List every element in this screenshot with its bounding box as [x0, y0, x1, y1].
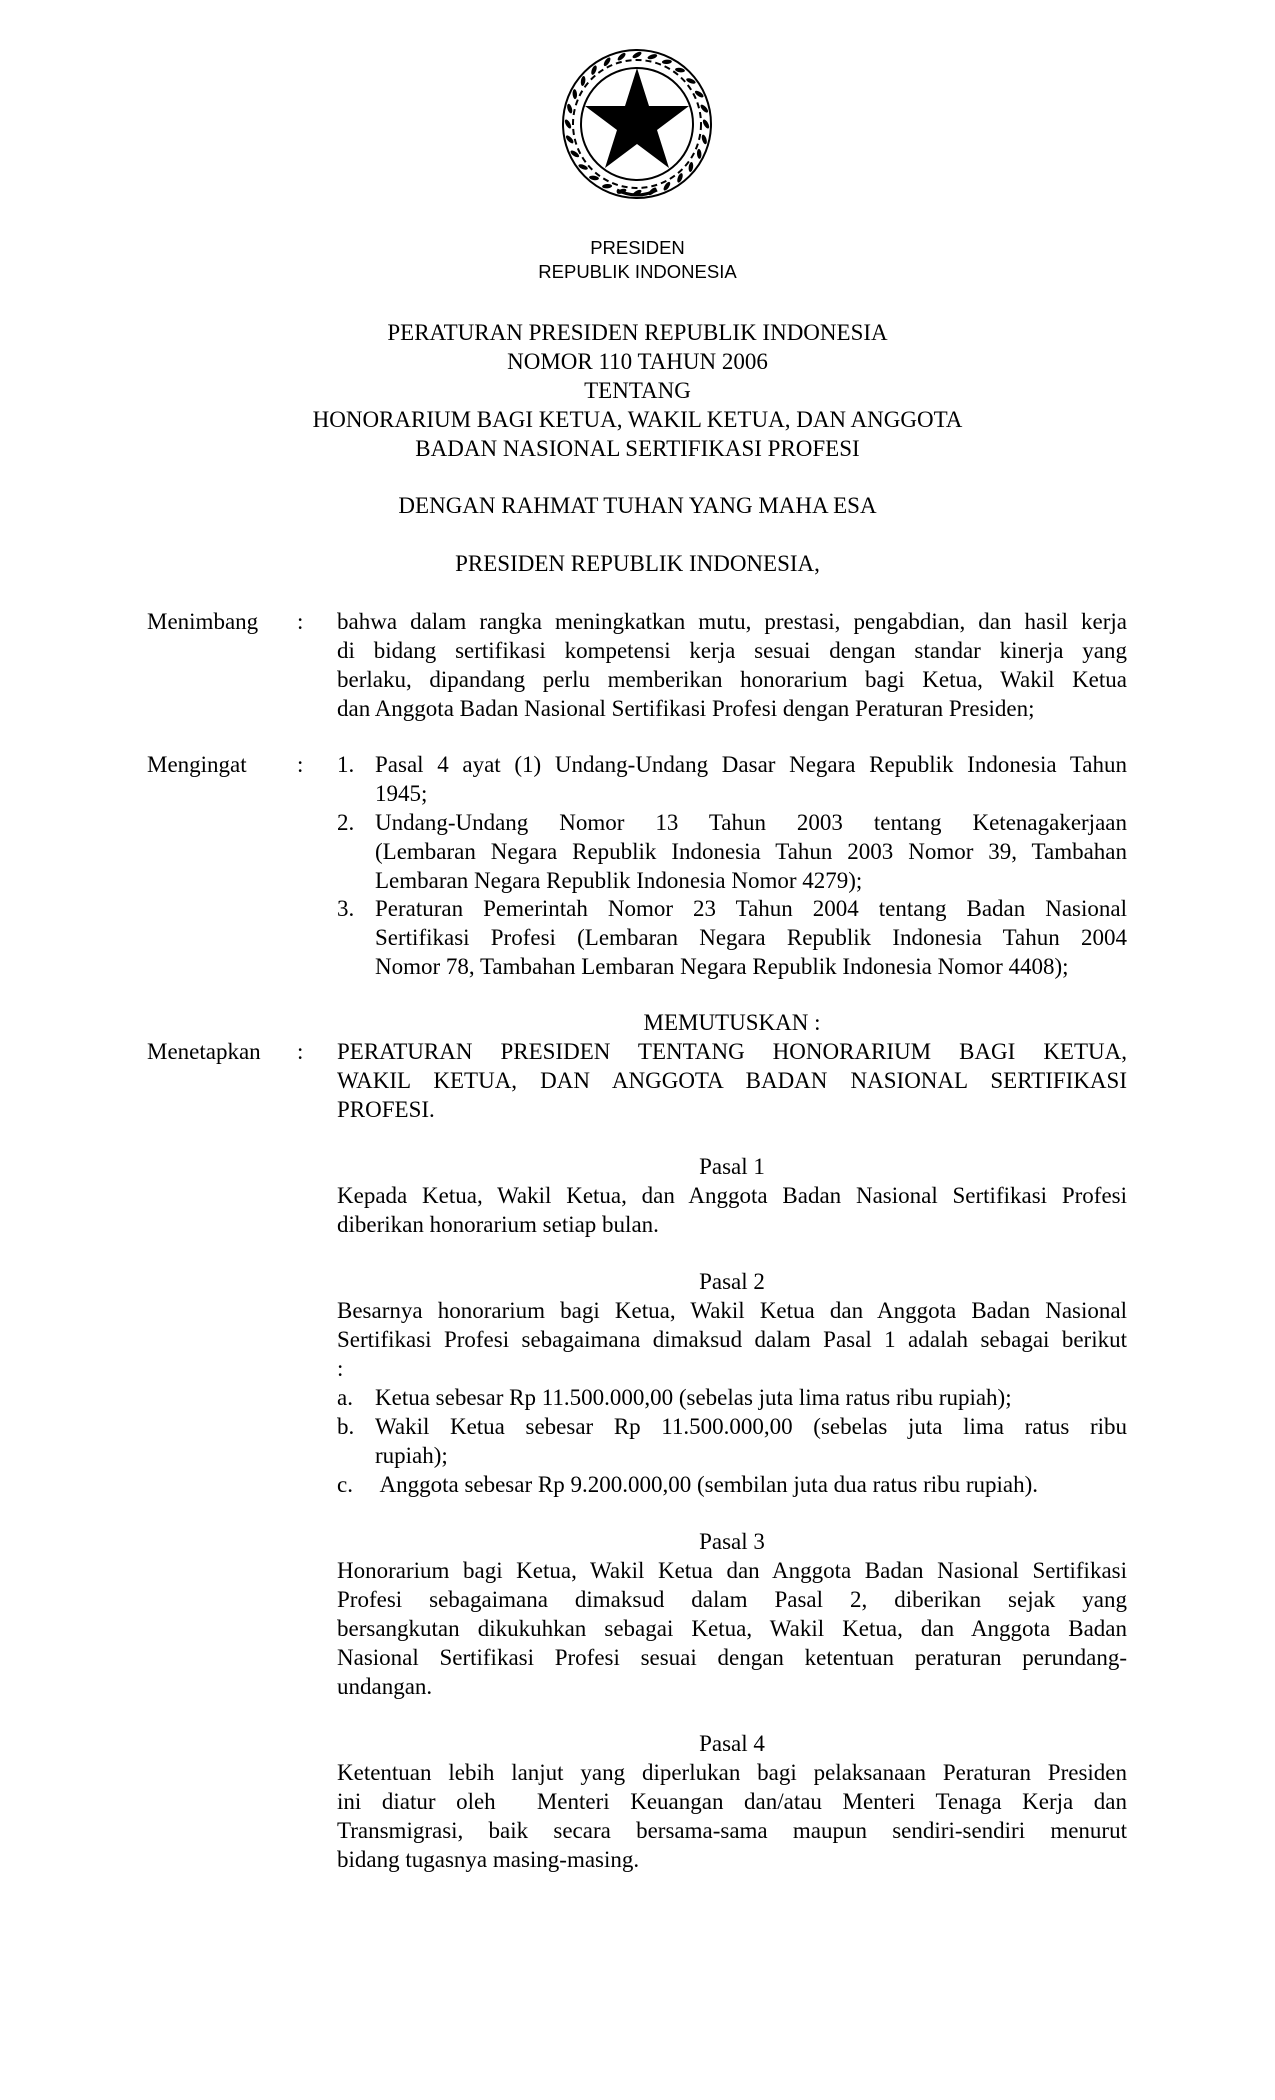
menimbang-line: di bidang sertifikasi kompetensi kerja sesuai dengan standar kinerja yang — [337, 638, 1127, 663]
pasal-2-item — [375, 1412, 1127, 1470]
pasal-3-heading: Pasal 3 — [699, 1529, 765, 1554]
pasal-2-text — [337, 1296, 1127, 1383]
pasal-4-line: Ketentuan lebih lanjut yang diperlukan bagi pelaksanaan Peraturan Presiden — [337, 1760, 1127, 1785]
mengingat-colon: : — [297, 752, 304, 777]
mengingat-item — [375, 808, 1127, 895]
wreath-leaf — [602, 184, 612, 189]
mengingat-item-num: 1. — [337, 752, 355, 777]
pasal-1-line: Kepada Ketua, Wakil Ketua, dan Anggota Badan Nasional Sertifikasi Profesi — [337, 1183, 1127, 1208]
pasal-2-item-line: rupiah); — [375, 1443, 448, 1468]
president-heading: PRESIDEN REPUBLIK INDONESIA, — [455, 551, 820, 576]
wreath-leaf — [589, 175, 600, 181]
menetapkan-line: WAKIL KETUA, DAN ANGGOTA BADAN NASIONAL SERTIFIKASI — [337, 1068, 1127, 1093]
menetapkan-text — [337, 1037, 1127, 1124]
mengingat-item-line: Sertifikasi Profesi (Lembaran Negara Republik Indonesia Tahun 2004 — [375, 925, 1127, 950]
menimbang-line: berlaku, dipandang perlu memberikan honorarium bagi Ketua, Wakil Ketua — [337, 667, 1127, 692]
mengingat-item-line: Pasal 4 ayat (1) Undang-Undang Dasar Negara Republik Indonesia Tahun — [375, 752, 1127, 777]
menetapkan-line: PERATURAN PRESIDEN TENTANG HONORARIUM BAGI KETUA, — [337, 1039, 1127, 1064]
pasal-2-line: : — [337, 1356, 344, 1381]
pasal-2-item-line: Ketua sebesar Rp 11.500.000,00 (sebelas juta lima ratus ribu rupiah); — [375, 1385, 1012, 1410]
pasal-2-heading: Pasal 2 — [699, 1269, 765, 1294]
mengingat-item-line: Undang-Undang Nomor 13 Tahun 2003 tentang Ketenagakerjaan — [375, 810, 1127, 835]
mengingat-item-line: 1945; — [375, 781, 428, 806]
pasal-2-item-num: b. — [337, 1414, 355, 1439]
pasal-2-line: Besarnya honorarium bagi Ketua, Wakil Ketua dan Anggota Badan Nasional — [337, 1298, 1127, 1323]
menimbang-colon: : — [297, 609, 304, 634]
wreath-leaf — [632, 51, 643, 60]
pasal-2-item-line: Anggota sebesar Rp 9.200.000,00 (sembilan juta dua ratus ribu rupiah). — [375, 1472, 1039, 1497]
pasal-3-line: Honorarium bagi Ketua, Wakil Ketua dan Anggota Badan Nasional Sertifikasi — [337, 1558, 1127, 1583]
pasal-2-line: Sertifikasi Profesi sebagaimana dimaksud dalam Pasal 1 adalah sebagai berikut — [337, 1327, 1127, 1352]
pasal-2-item-num: c. — [337, 1472, 353, 1497]
wreath-leaf — [564, 119, 573, 130]
mengingat-item — [375, 894, 1127, 981]
menetapkan-line: PROFESI. — [337, 1097, 435, 1122]
mengingat-item-num: 2. — [337, 810, 355, 835]
pasal-1-text — [337, 1181, 1127, 1239]
menetapkan-label: Menetapkan — [147, 1039, 261, 1064]
pasal-2-item-line: Wakil Ketua sebesar Rp 11.500.000,00 (sebelas juta lima ratus ribu — [375, 1414, 1127, 1439]
menimbang-line: bahwa dalam rangka meningkatkan mutu, prestasi, pengabdian, dan hasil kerja — [337, 609, 1127, 634]
mengingat-item-line: Peraturan Pemerintah Nomor 23 Tahun 2004 tentang Badan Nasional — [375, 896, 1127, 921]
menimbang-line: dan Anggota Badan Nasional Sertifikasi Profesi dengan Peraturan Presiden; — [337, 696, 1035, 721]
pasal-4-text — [337, 1758, 1127, 1874]
letterhead-republik: REPUBLIK INDONESIA — [538, 261, 737, 282]
title-line-2: NOMOR 110 TAHUN 2006 — [507, 349, 768, 374]
title-line-4: HONORARIUM BAGI KETUA, WAKIL KETUA, DAN ANGGOTA — [312, 407, 963, 432]
pasal-3-line: Nasional Sertifikasi Profesi sesuai dengan ketentuan peraturan perundang- — [337, 1645, 1127, 1670]
wreath-leaf — [697, 149, 702, 159]
title-line-1: PERATURAN PRESIDEN REPUBLIK INDONESIA — [387, 320, 888, 345]
pasal-2-item — [375, 1383, 1127, 1412]
pasal-1-line: diberikan honorarium setiap bulan. — [337, 1212, 659, 1237]
wreath-leaf — [580, 76, 586, 87]
wreath-leaf — [701, 134, 708, 145]
wreath-leaf — [702, 119, 711, 130]
pasal-3-line: bersangkutan dikukuhkan sebagai Ketua, Wakil Ketua, dan Anggota Badan — [337, 1616, 1127, 1641]
wreath-leaf — [566, 103, 573, 114]
menetapkan-colon: : — [297, 1039, 304, 1064]
wreath-leaf — [688, 162, 694, 173]
invocation: DENGAN RAHMAT TUHAN YANG MAHA ESA — [398, 493, 877, 518]
menimbang-text — [337, 607, 1127, 723]
wreath-leaf — [572, 89, 577, 99]
presidential-emblem-icon — [557, 44, 717, 204]
title-line-5: BADAN NASIONAL SERTIFIKASI PROFESI — [415, 436, 860, 461]
pasal-3-text — [337, 1556, 1127, 1701]
pasal-4-line: ini diatur oleh Menteri Keuangan dan/atau Menteri Tenaga Kerja dan — [337, 1789, 1127, 1814]
memutuskan-heading: MEMUTUSKAN : — [643, 1010, 821, 1035]
pasal-1-heading: Pasal 1 — [699, 1154, 765, 1179]
pasal-4-line: bidang tugasnya masing-masing. — [337, 1847, 640, 1872]
pasal-4-line: Transmigrasi, baik secara bersama-sama maupun sendiri-sendiri menurut — [337, 1818, 1127, 1843]
pasal-3-line: undangan. — [337, 1674, 433, 1699]
pasal-2-item — [375, 1470, 1127, 1499]
pasal-4-heading: Pasal 4 — [699, 1731, 765, 1756]
mengingat-item-num: 3. — [337, 896, 355, 921]
wreath-leaf — [662, 59, 672, 64]
wreath-leaf — [675, 67, 686, 73]
mengingat-item-line: Nomor 78, Tambahan Lembaran Negara Republik Indonesia Nomor 4408); — [375, 954, 1069, 979]
mengingat-label: Mengingat — [147, 752, 247, 777]
pasal-3-line: Profesi sebagaimana dimaksud dalam Pasal 2, diberikan sejak yang — [337, 1587, 1127, 1612]
letterhead-presiden: PRESIDEN — [590, 237, 685, 258]
mengingat-item-line: Lembaran Negara Republik Indonesia Nomor 4279); — [375, 868, 863, 893]
pasal-2-item-num: a. — [337, 1385, 353, 1410]
mengingat-item — [375, 750, 1127, 808]
title-line-3: TENTANG — [584, 378, 691, 403]
mengingat-item-line: (Lembaran Negara Republik Indonesia Tahun 2003 Nomor 39, Tambahan — [375, 839, 1127, 864]
menimbang-label: Menimbang — [147, 609, 259, 634]
wreath-leaf — [647, 53, 658, 60]
